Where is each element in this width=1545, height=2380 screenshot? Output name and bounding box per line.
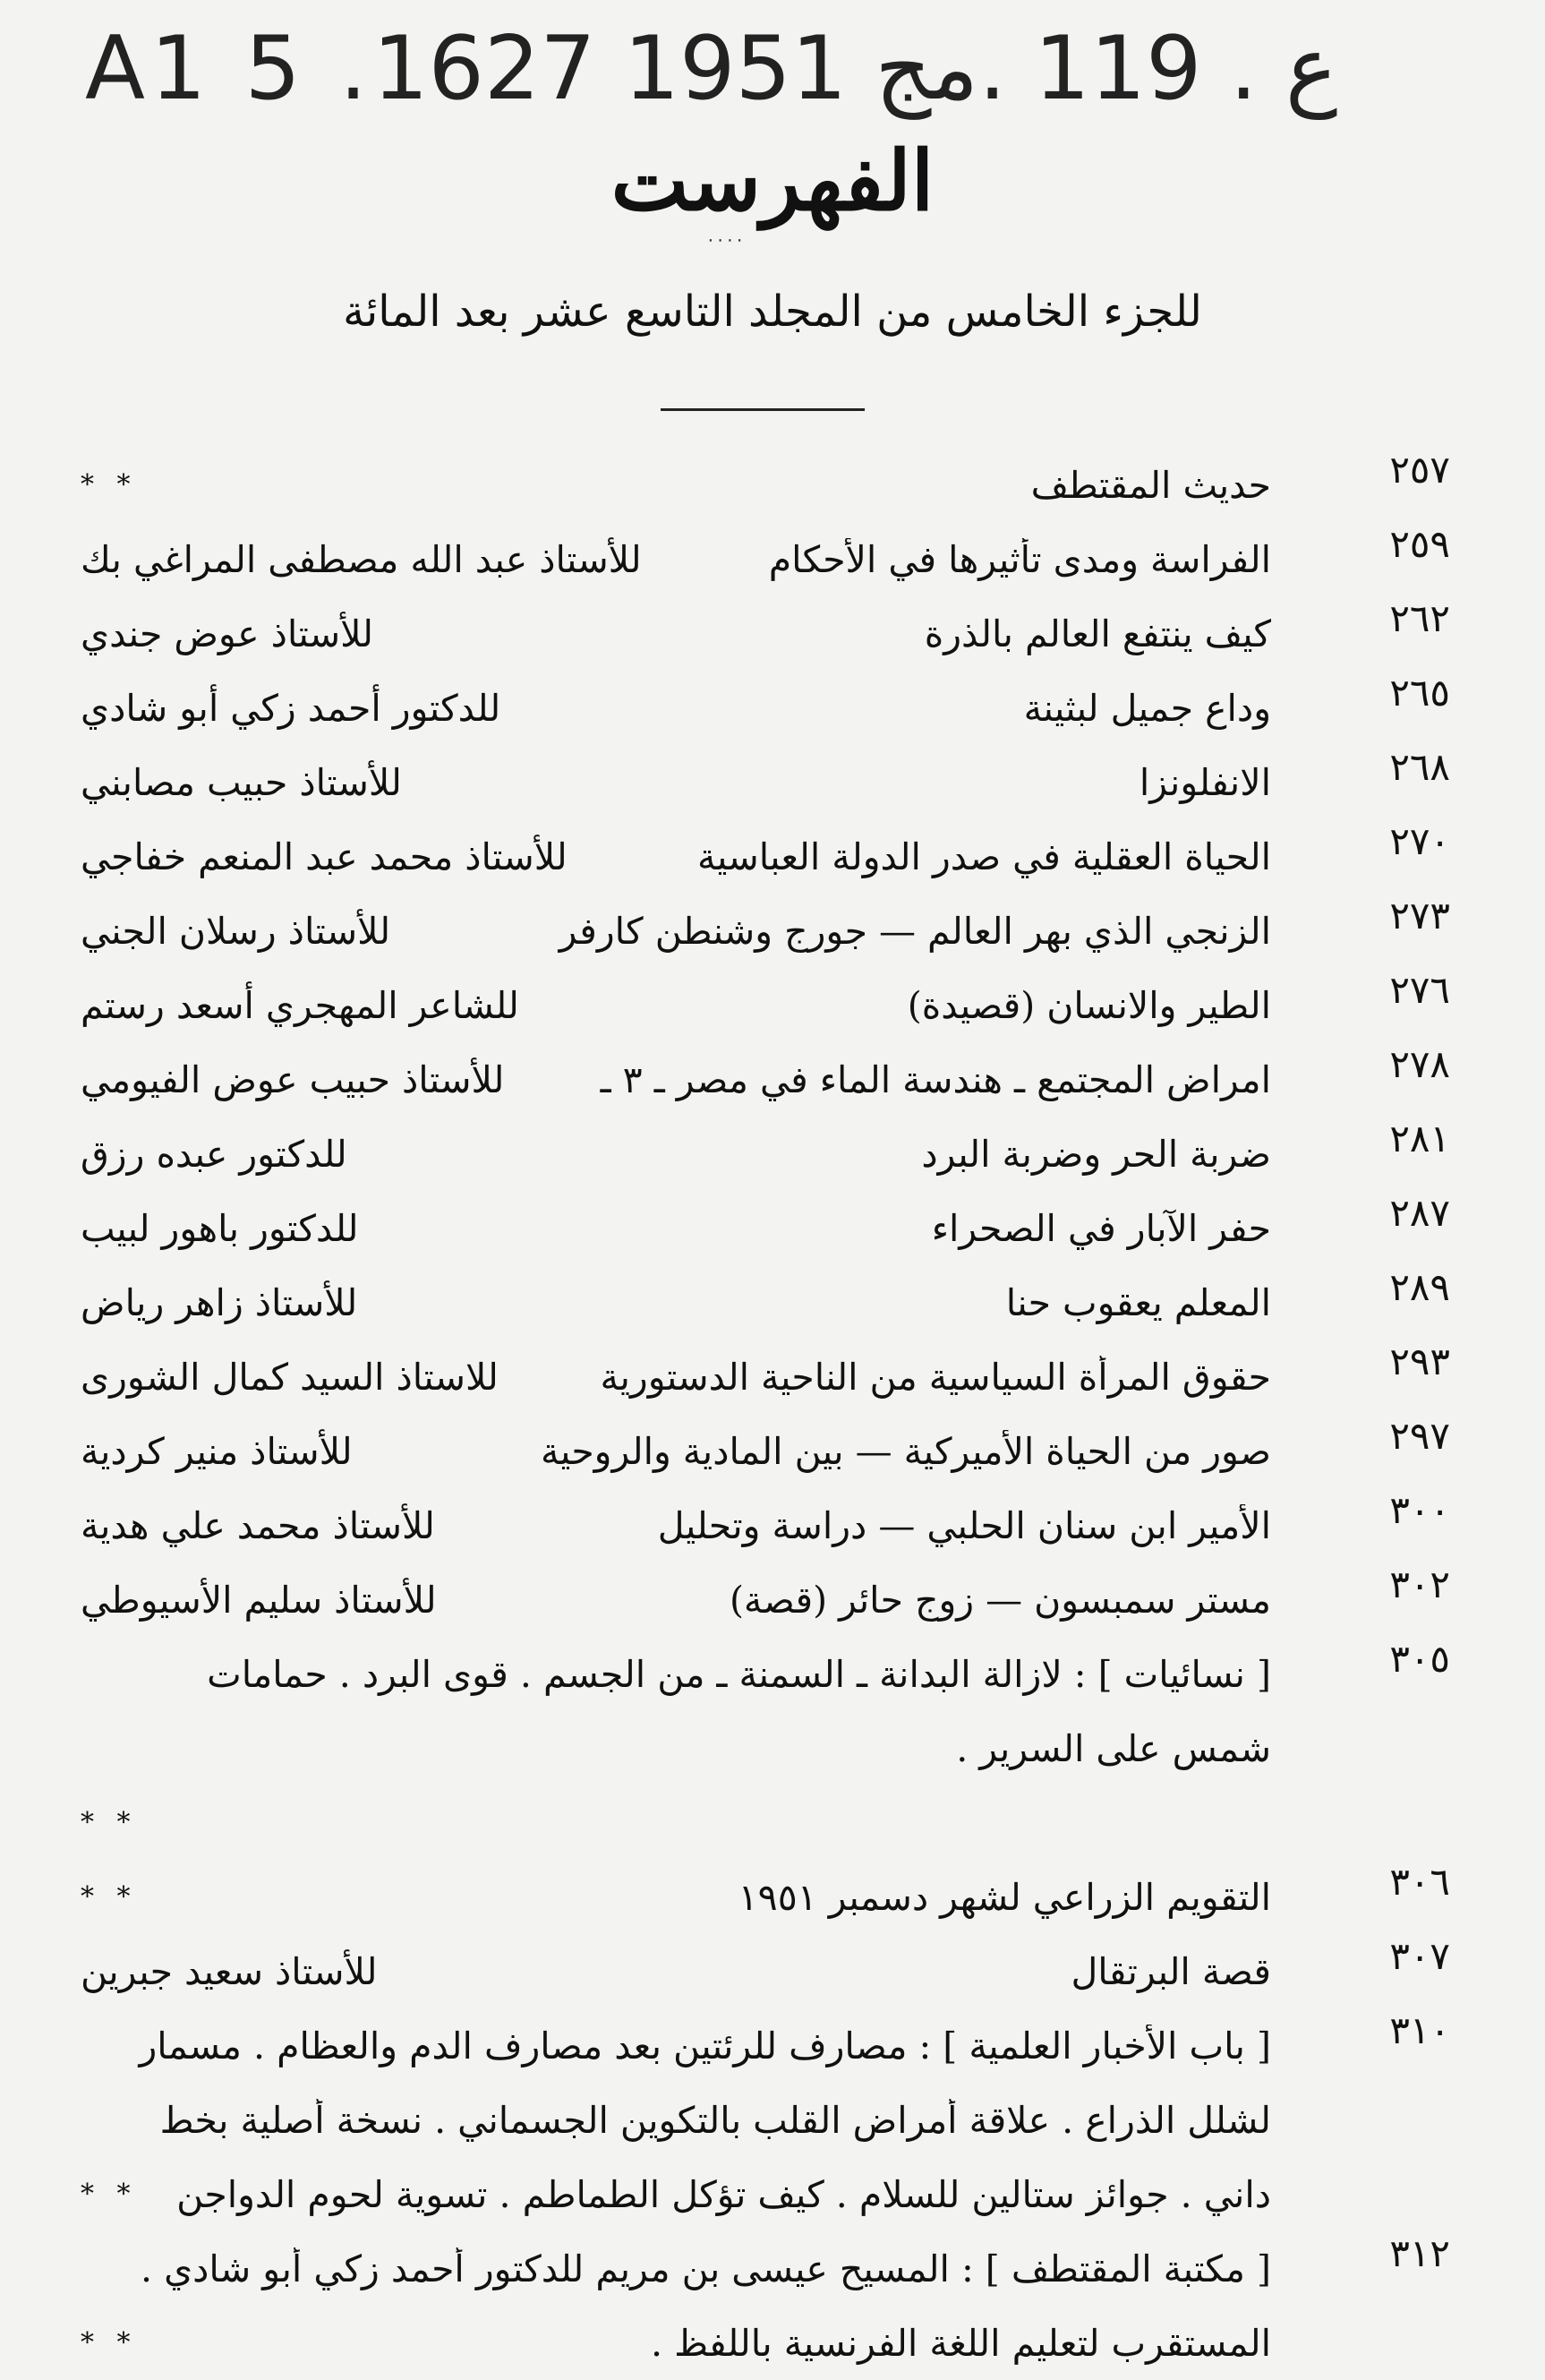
toc-entry bbox=[81, 1117, 1450, 1191]
title-divider bbox=[661, 408, 865, 411]
entry-marker: * * bbox=[81, 2327, 138, 2359]
toc-entry bbox=[81, 1042, 1450, 1117]
toc-entry-title: [ باب الأخبار العلمية ] : مصارف للرئتين بعد مصارف الدم والعظام . مسمار bbox=[139, 2024, 1271, 2068]
toc-entry bbox=[81, 819, 1450, 894]
toc-entry-title: التقويم الزراعي لشهر دسمبر ١٩٥١ bbox=[738, 1875, 1271, 1919]
toc-entry bbox=[81, 1637, 1450, 1860]
toc-entry-title: صور من الحياة الأميركية — بين المادية والروحية bbox=[540, 1429, 1271, 1473]
toc-entry-continuation: لشلل الذراع . علاقة أمراض القلب بالتكوين الجسماني . نسخة أصلية بخط bbox=[159, 2098, 1271, 2142]
toc-entry bbox=[81, 1414, 1450, 1488]
toc-page-number: ٢٦٥ bbox=[1389, 671, 1450, 715]
page-title: الفهرست bbox=[610, 133, 935, 229]
toc-page-number: ٢٧٠ bbox=[1389, 819, 1450, 863]
entry-marker: * * bbox=[81, 2179, 138, 2210]
toc-page-number: ٢٨٩ bbox=[1389, 1265, 1450, 1309]
handwritten-catalog-note: A1 5 .ع . 119 .مج 1951 1627 bbox=[85, 18, 1338, 120]
toc-entry-title: الزنجي الذي بهر العالم — جورج وشنطن كارفر bbox=[559, 909, 1271, 953]
toc-entry-author: للأستاذ منير كردية bbox=[81, 1429, 353, 1473]
toc-entry-author: للأستاذ عبد الله مصطفى المراغي بك bbox=[81, 537, 642, 581]
toc-page-number: ٢٥٧ bbox=[1389, 448, 1450, 492]
toc-entry-title: [ نسائيات ] : لازالة البدانة ـ السمنة ـ من الجسم . قوى البرد . حمامات bbox=[207, 1652, 1271, 1696]
toc-page-number: ٢٥٩ bbox=[1389, 522, 1450, 566]
toc-entry bbox=[81, 448, 1450, 522]
toc-entry-author: للأستاذ حبيب عوض الفيومي bbox=[81, 1057, 505, 1101]
toc-entry-author: للأستاذ سعيد جبرين bbox=[81, 1949, 378, 1993]
toc-entry-author: للشاعر المهجري أسعد رستم bbox=[81, 983, 519, 1027]
toc-page-number: ٣٠٠ bbox=[1389, 1488, 1450, 1532]
toc-entry-continuation: شمس على السرير . bbox=[956, 1726, 1271, 1770]
toc-entry-author: للأستاذ سليم الأسيوطي bbox=[81, 1578, 437, 1622]
toc-page-number: ٢٨٧ bbox=[1389, 1191, 1450, 1235]
toc-page-number: ٣٠٥ bbox=[1389, 1637, 1450, 1681]
toc-entry-title: المعلم يعقوب حنا bbox=[1005, 1280, 1271, 1324]
toc-entry-title: الأمير ابن سنان الحلبي — دراسة وتحليل bbox=[657, 1503, 1271, 1547]
toc-entry-title: وداع جميل لبثينة bbox=[1023, 686, 1271, 730]
page-subtitle: للجزء الخامس من المجلد التاسع عشر بعد المائة bbox=[343, 287, 1202, 337]
toc-entry-title: حفر الآبار في الصحراء bbox=[931, 1206, 1271, 1250]
toc-entry bbox=[81, 522, 1450, 596]
toc-entry bbox=[81, 596, 1450, 671]
toc-entry-title: [ مكتبة المقتطف ] : المسيح عيسى بن مريم للدكتور أحمد زكي أبو شادي . bbox=[141, 2247, 1271, 2290]
toc-entry bbox=[81, 1488, 1450, 1562]
toc-entry-author: للأستاذ زاهر رياض bbox=[81, 1280, 358, 1324]
toc-page-number: ٣٠٢ bbox=[1389, 1562, 1450, 1606]
title-ornament: ٠٠٠٠ bbox=[705, 228, 745, 250]
toc-page-number: ٢٩٧ bbox=[1389, 1414, 1450, 1458]
toc-entry-author: للأستاذ عوض جندي bbox=[81, 612, 374, 655]
toc-page-number: ٢٦٨ bbox=[1389, 745, 1450, 789]
toc-entry bbox=[81, 671, 1450, 745]
toc-entry-continuation: المستقرب لتعليم اللغة الفرنسية باللفظ . bbox=[651, 2321, 1271, 2365]
entry-marker: * * bbox=[81, 1807, 138, 1838]
toc-page-number: ٣١٠ bbox=[1389, 2008, 1450, 2052]
toc-entry bbox=[81, 1191, 1450, 1265]
toc-entry bbox=[81, 1934, 1450, 2008]
toc-entry-title: حديث المقتطف bbox=[1030, 463, 1271, 507]
toc-page-number: ٣٠٧ bbox=[1389, 1934, 1450, 1978]
toc-entry-title: ضربة الحر وضربة البرد bbox=[921, 1132, 1271, 1176]
toc-entry bbox=[81, 1340, 1450, 1414]
toc-entry bbox=[81, 1265, 1450, 1340]
toc-entry bbox=[81, 1860, 1450, 1934]
toc-page-number: ٢٩٣ bbox=[1389, 1340, 1450, 1383]
toc-entry-author: للأستاذ حبيب مصابني bbox=[81, 760, 402, 804]
toc-page-number: ٢٦٢ bbox=[1389, 596, 1450, 640]
toc-page-number: ٢٧٨ bbox=[1389, 1042, 1450, 1086]
toc-entry-title: مستر سمبسون — زوج حائر (قصة) bbox=[729, 1578, 1271, 1622]
toc-entry-author: للدكتور أحمد زكي أبو شادي bbox=[81, 686, 501, 730]
toc-entry-title: الانفلونزا bbox=[1139, 760, 1271, 804]
toc-page-number: ٢٨١ bbox=[1389, 1117, 1450, 1160]
toc-page-number: ٣٠٦ bbox=[1389, 1860, 1450, 1904]
toc-entry-author: للاستاذ السيد كمال الشورى bbox=[81, 1355, 499, 1399]
toc-entry bbox=[81, 2231, 1450, 2380]
toc-entry-author: للأستاذ محمد عبد المنعم خفاجي bbox=[81, 835, 568, 878]
toc-entry-title: الفراسة ومدى تأثيرها في الأحكام bbox=[768, 537, 1271, 581]
toc-entry bbox=[81, 2008, 1450, 2231]
toc-entry-title: قصة البرتقال bbox=[1071, 1949, 1271, 1993]
toc-page-number: ٢٧٦ bbox=[1389, 968, 1450, 1012]
toc-entry-title: حقوق المرأة السياسية من الناحية الدستورية bbox=[600, 1355, 1271, 1399]
entry-marker: * * bbox=[81, 469, 138, 501]
entry-marker: * * bbox=[81, 1881, 138, 1913]
toc-entry-title: الحياة العقلية في صدر الدولة العباسية bbox=[696, 835, 1271, 878]
toc-entry-title: كيف ينتفع العالم بالذرة bbox=[924, 612, 1271, 655]
toc-entry bbox=[81, 1562, 1450, 1637]
toc-page-number: ٣١٢ bbox=[1389, 2231, 1450, 2275]
toc-entry-continuation: داني . جوائز ستالين للسلام . كيف تؤكل الطماطم . تسوية لحوم الدواجن bbox=[176, 2172, 1271, 2216]
toc-entry-author: للأستاذ رسلان الجني bbox=[81, 909, 391, 953]
toc-entry-title: امراض المجتمع ـ هندسة الماء في مصر ـ ٣ ـ bbox=[600, 1057, 1271, 1101]
toc-page-number: ٢٧٣ bbox=[1389, 894, 1450, 937]
toc-entry bbox=[81, 894, 1450, 968]
toc-entry-title: الطير والانسان (قصيدة) bbox=[907, 983, 1271, 1027]
toc-entry bbox=[81, 968, 1450, 1042]
toc-entry-author: للدكتور باهور لبيب bbox=[81, 1206, 359, 1250]
toc-list bbox=[81, 448, 1450, 2380]
toc-entry bbox=[81, 745, 1450, 819]
toc-entry-author: للأستاذ محمد علي هدية bbox=[81, 1503, 435, 1547]
toc-entry-author: للدكتور عبده رزق bbox=[81, 1132, 347, 1176]
